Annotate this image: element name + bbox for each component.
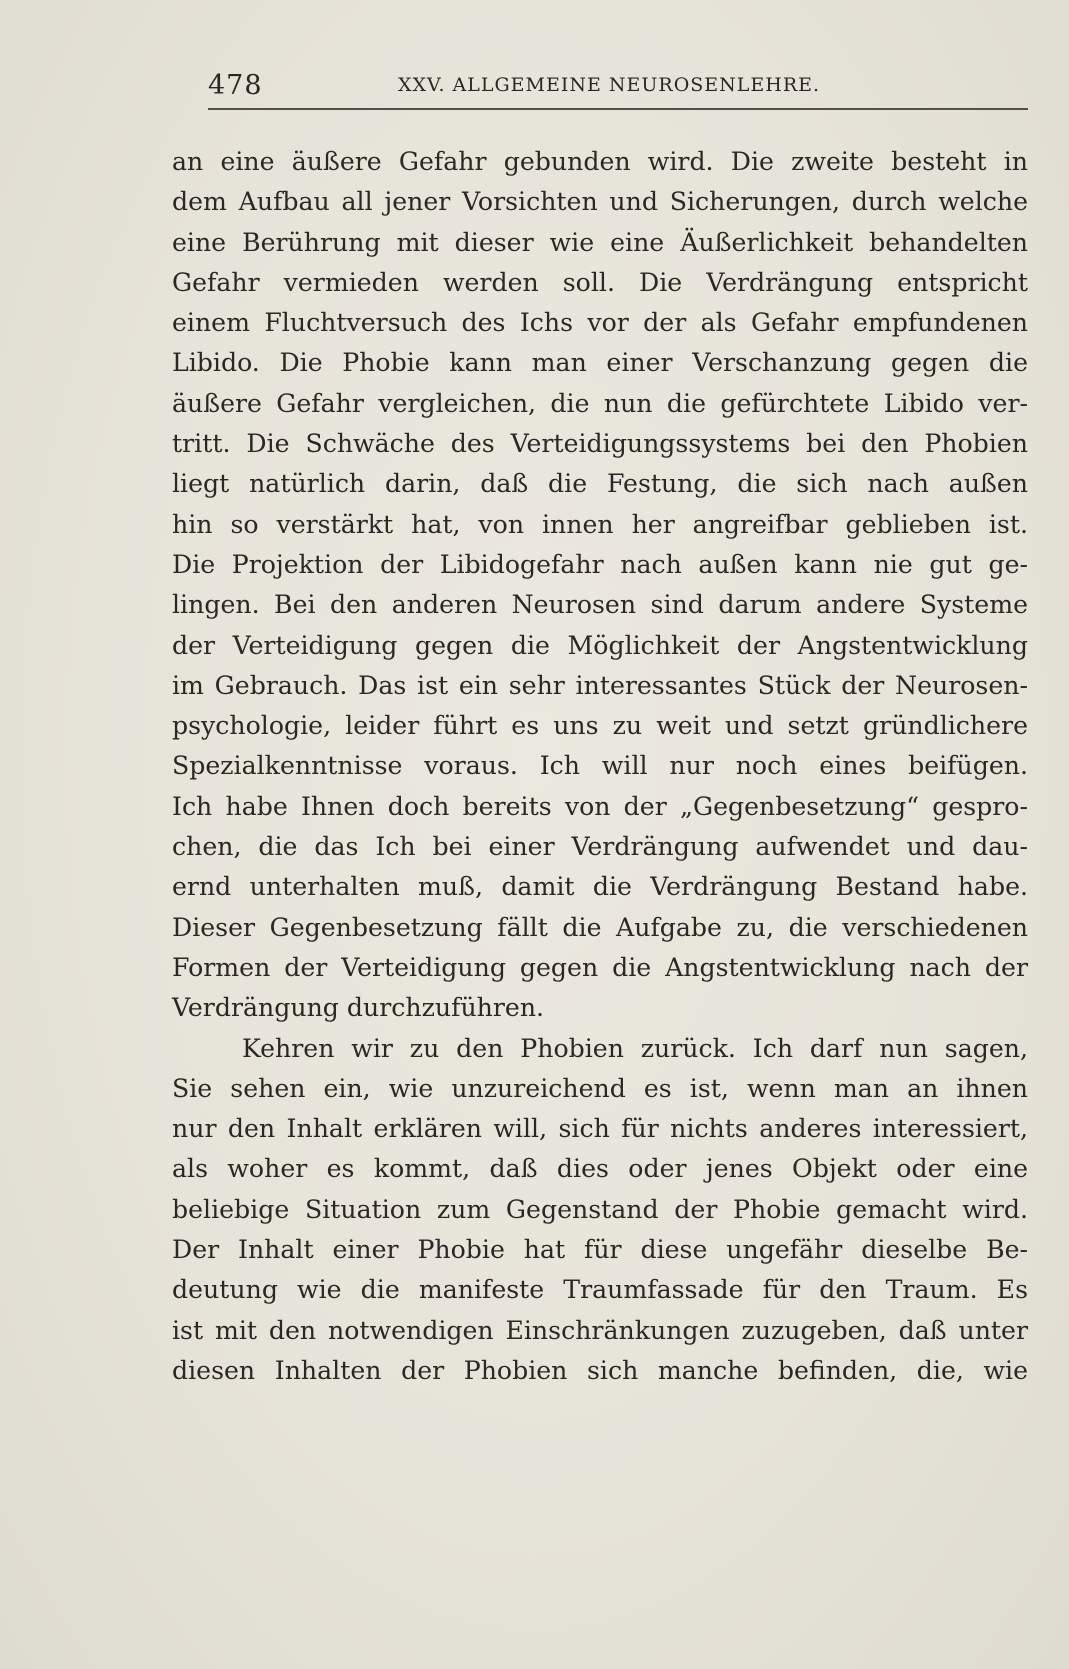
text-line: Libido. Die Phobie kann man einer Verschanzung gegen die xyxy=(172,348,1028,378)
text-line: chen, die das Ich bei einer Verdrängung aufwendet und dau- xyxy=(172,832,1028,862)
text-line: als woher es kommt, daß dies oder jenes Objekt oder eine xyxy=(172,1154,1028,1184)
text-line: beliebige Situation zum Gegenstand der Phobie gemacht wird. xyxy=(172,1194,1028,1224)
text-line: äußere Gefahr vergleichen, die nun die gefürchtete Libido ver- xyxy=(172,388,1028,418)
page-number: 478 xyxy=(208,70,263,101)
body-text xyxy=(172,142,1028,1391)
text-line: Gefahr vermieden werden soll. Die Verdrängung entspricht xyxy=(172,267,1028,297)
text-line: der Verteidigung gegen die Möglichkeit der Angstentwicklung xyxy=(172,630,1028,660)
text-line: Verdrängung durchzuführen. xyxy=(172,993,545,1023)
text-line: diesen Inhalten der Phobien sich manche befinden, die, wie xyxy=(172,1355,1028,1385)
text-line: Dieser Gegenbesetzung fällt die Aufgabe zu, die verschiedenen xyxy=(172,912,1028,942)
header-rule xyxy=(208,108,1028,110)
text-line: ist mit den notwendigen Einschränkungen zuzugeben, daß unter xyxy=(172,1315,1028,1345)
text-line: Sie sehen ein, wie unzureichend es ist, wenn man an ihnen xyxy=(172,1073,1028,1103)
text-line: hin so verstärkt hat, von innen her angreifbar geblieben ist. xyxy=(172,509,1028,539)
text-line: im Gebrauch. Das ist ein sehr interessantes Stück der Neurosen- xyxy=(172,670,1028,700)
running-title: XXV. ALLGEMEINE NEUROSENLEHRE. xyxy=(398,74,821,96)
text-line: liegt natürlich darin, daß die Festung, die sich nach außen xyxy=(172,469,1028,499)
text-line: psychologie, leider führt es uns zu weit und setzt gründlichere xyxy=(172,711,1028,741)
text-line: lingen. Bei den anderen Neurosen sind darum andere Systeme xyxy=(172,590,1028,620)
text-line: Spezialkenntnisse voraus. Ich will nur noch eines beifügen. xyxy=(172,751,1028,781)
text-line: dem Aufbau all jener Vorsichten und Sicherungen, durch welche xyxy=(172,187,1028,217)
text-line: nur den Inhalt erklären will, sich für nichts anderes interessiert, xyxy=(172,1114,1028,1144)
text-line: eine Berührung mit dieser wie eine Äußerlichkeit behandelten xyxy=(172,227,1028,257)
page-header xyxy=(208,70,1028,110)
text-line: Ich habe Ihnen doch bereits von der „Gegenbesetzung“ gespro- xyxy=(172,791,1028,821)
text-line: Der Inhalt einer Phobie hat für diese ungefähr dieselbe Be- xyxy=(172,1235,1028,1265)
text-line: Die Projektion der Libidogefahr nach außen kann nie gut ge- xyxy=(172,549,1028,579)
text-line: an eine äußere Gefahr gebunden wird. Die zweite besteht in xyxy=(172,147,1028,176)
text-line: einem Fluchtversuch des Ichs vor der als Gefahr empfundenen xyxy=(172,308,1028,338)
text-line: ernd unterhalten muß, damit die Verdrängung Bestand habe. xyxy=(172,872,1028,902)
text-line: deutung wie die manifeste Traumfassade für den Traum. Es xyxy=(172,1275,1028,1305)
text-line: Formen der Verteidigung gegen die Angstentwicklung nach der xyxy=(172,952,1028,982)
text-line: Kehren wir zu den Phobien zurück. Ich darf nun sagen, xyxy=(242,1033,1028,1063)
text-line: tritt. Die Schwäche des Verteidigungssystems bei den Phobien xyxy=(172,429,1028,459)
